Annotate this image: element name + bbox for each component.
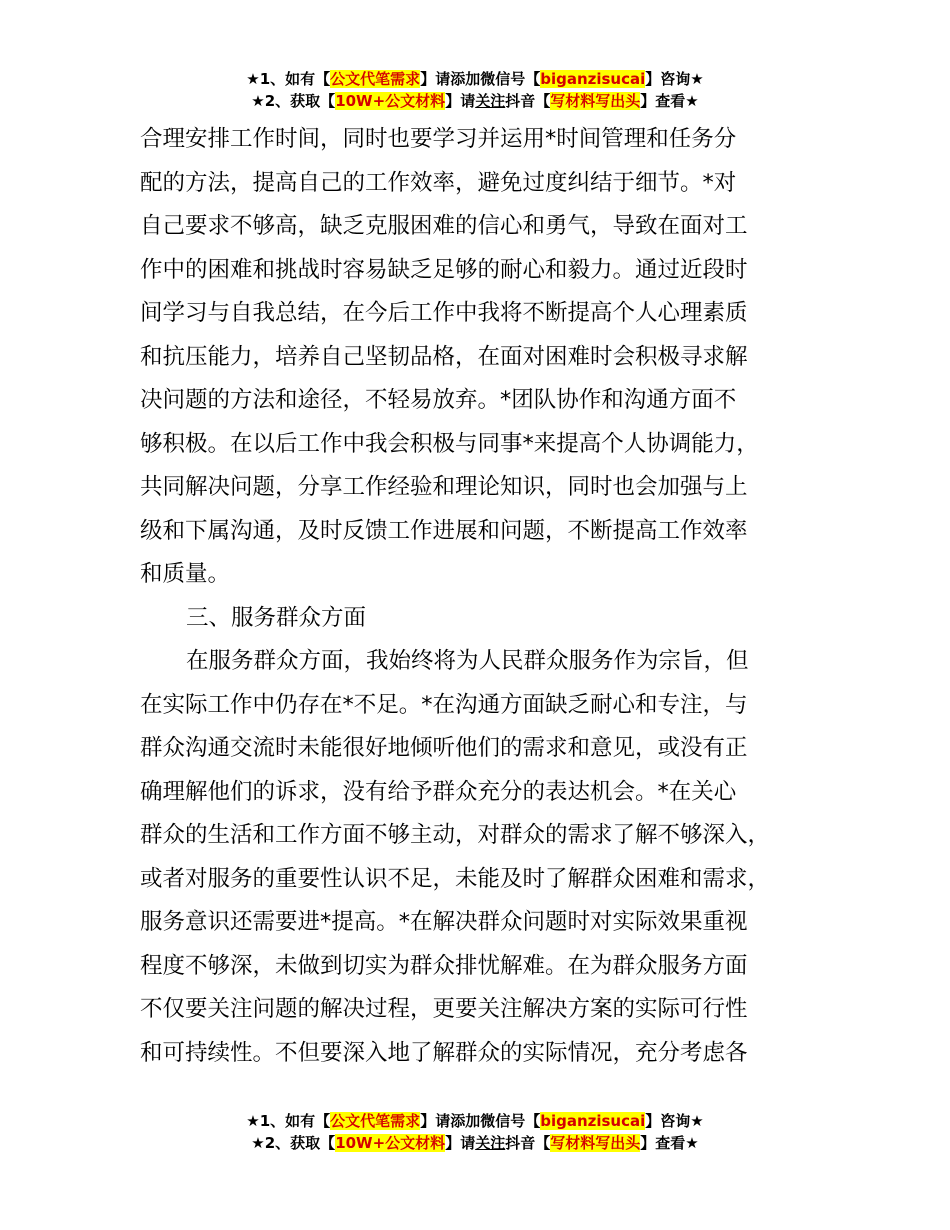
banner-text: 】咨询★ [645,70,704,88]
banner-underlined: 关注 [475,92,506,110]
body-line: 配的方法，提高自己的工作效率，避免过度纠结于细节。*对 [140,169,737,196]
banner-text: 】查看★ [640,1134,699,1152]
body-line: 自己要求不够高，缺乏克服困难的信心和勇气，导致在面对工 [140,213,748,239]
body-line: 确理解他们的诉求，没有给予群众充分的表达机会。*在关心 [140,778,737,805]
banner-text: ★1、如有【 [246,70,331,88]
banner-text: ★1、如有【 [246,1112,331,1130]
body-line: 在实际工作中仍存在*不足。*在沟通方面缺乏耐心和专注，与 [140,691,748,718]
banner-line-1 [0,1110,950,1132]
document-body [140,118,820,1075]
banner-text: ★2、获取【 [251,92,336,110]
section-heading: 三、服务群众方面 [186,604,367,631]
banner-highlight: 写材料写出头 [550,92,641,110]
body-line: 和可持续性。不但要深入地了解群众的实际情况，充分考虑各 [140,1039,748,1066]
banner-highlight: 10W+公文材料 [335,92,446,110]
body-line: 作中的困难和挑战时容易缺乏足够的耐心和毅力。通过近段时 [140,256,748,283]
body-line: 和抗压能力，培养自己坚韧品格，在面对困难时会积极寻求解 [140,343,748,370]
banner-line-2 [0,90,950,112]
banner-highlight: 写材料写出头 [550,1134,641,1152]
body-line: 决问题的方法和途径，不轻易放弃。*团队协作和沟通方面不 [140,387,737,413]
footer-banner [0,1110,950,1154]
body-line: 级和下属沟通，及时反馈工作进展和问题，不断提高工作效率 [140,517,748,544]
body-line: 间学习与自我总结，在今后工作中我将不断提高个人心理素质 [140,300,748,326]
header-banner [0,68,950,112]
banner-text: 抖音【 [505,1134,551,1152]
banner-highlight: 10W+公文材料 [335,1134,446,1152]
banner-text: 】请 [445,92,476,110]
body-line: 够积极。在以后工作中我会积极与同事*来提高个人协调能力， [140,430,759,457]
banner-line-2 [0,1132,950,1154]
banner-highlight: biganzisucai [540,70,646,88]
body-line: 群众沟通交流时未能很好地倾听他们的需求和意见，或没有正 [140,735,748,761]
banner-text: 】请添加微信号【 [420,1112,541,1130]
body-line: 或者对服务的重要性认识不足，未能及时了解群众困难和需求， [140,865,771,892]
body-line: 不仅要关注问题的解决过程，更要关注解决方案的实际可行性 [140,996,748,1022]
banner-text: 】咨询★ [645,1112,704,1130]
banner-text: 】请添加微信号【 [420,70,541,88]
body-line: 服务意识还需要进*提高。*在解决群众问题时对实际效果重视 [140,909,748,935]
body-line: 合理安排工作时间，同时也要学习并运用*时间管理和任务分 [140,126,737,152]
body-line: 在服务群众方面，我始终将为人民群众服务作为宗旨，但 [186,648,749,674]
banner-highlight: biganzisucai [540,1112,646,1130]
banner-text: 】查看★ [640,92,699,110]
body-line: 程度不够深，未做到切实为群众排忧解难。在为群众服务方面 [140,952,748,979]
banner-text: ★2、获取【 [251,1134,336,1152]
banner-text: 】请 [445,1134,476,1152]
body-line: 群众的生活和工作方面不够主动，对群众的需求了解不够深入， [140,822,771,848]
banner-text: 抖音【 [505,92,551,110]
body-line: 共同解决问题，分享工作经验和理论知识，同时也会加强与上 [140,474,748,500]
banner-highlight: 公文代笔需求 [330,1112,421,1130]
body-line: 和质量。 [140,561,231,587]
banner-line-1 [0,68,950,90]
banner-underlined: 关注 [475,1134,506,1152]
banner-highlight: 公文代笔需求 [330,70,421,88]
